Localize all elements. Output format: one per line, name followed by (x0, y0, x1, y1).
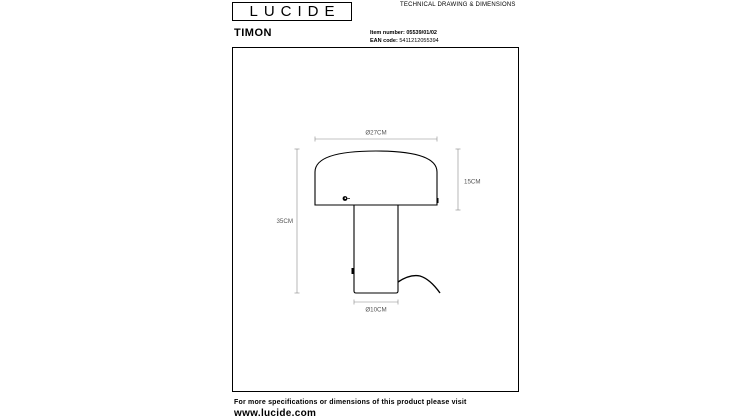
shade-height-label: 15CM (464, 178, 481, 186)
total-height-label: 35CM (276, 218, 293, 225)
shade-knob (437, 198, 439, 203)
lamp-shade (315, 151, 437, 205)
dimension-total-height (295, 149, 300, 293)
document-type-label: TECHNICAL DRAWING & DIMENSIONS (400, 2, 516, 8)
shade-diameter-label: Ø27CM (365, 129, 387, 137)
power-cable (398, 276, 440, 293)
ean-value: 5411212055394 (399, 38, 439, 44)
footer-info-text: For more specifications or dimensions of this product please visit (234, 399, 467, 406)
footer-website-link[interactable]: www.lucide.com (234, 408, 317, 419)
dimension-shade-height (456, 149, 461, 210)
item-number-value: 05539/01/02 (406, 30, 437, 36)
dimension-shade-diameter (315, 137, 437, 142)
lamp-base (354, 205, 398, 293)
dimension-base-diameter (354, 300, 398, 305)
product-name: TIMON (234, 27, 272, 39)
cable-port (352, 268, 355, 274)
lucide-logo: LUCIDE (232, 2, 352, 21)
ean-label: EAN code: (370, 38, 398, 44)
base-diameter-label: Ø10CM (365, 306, 387, 314)
item-number-label: Item number: (370, 30, 405, 36)
